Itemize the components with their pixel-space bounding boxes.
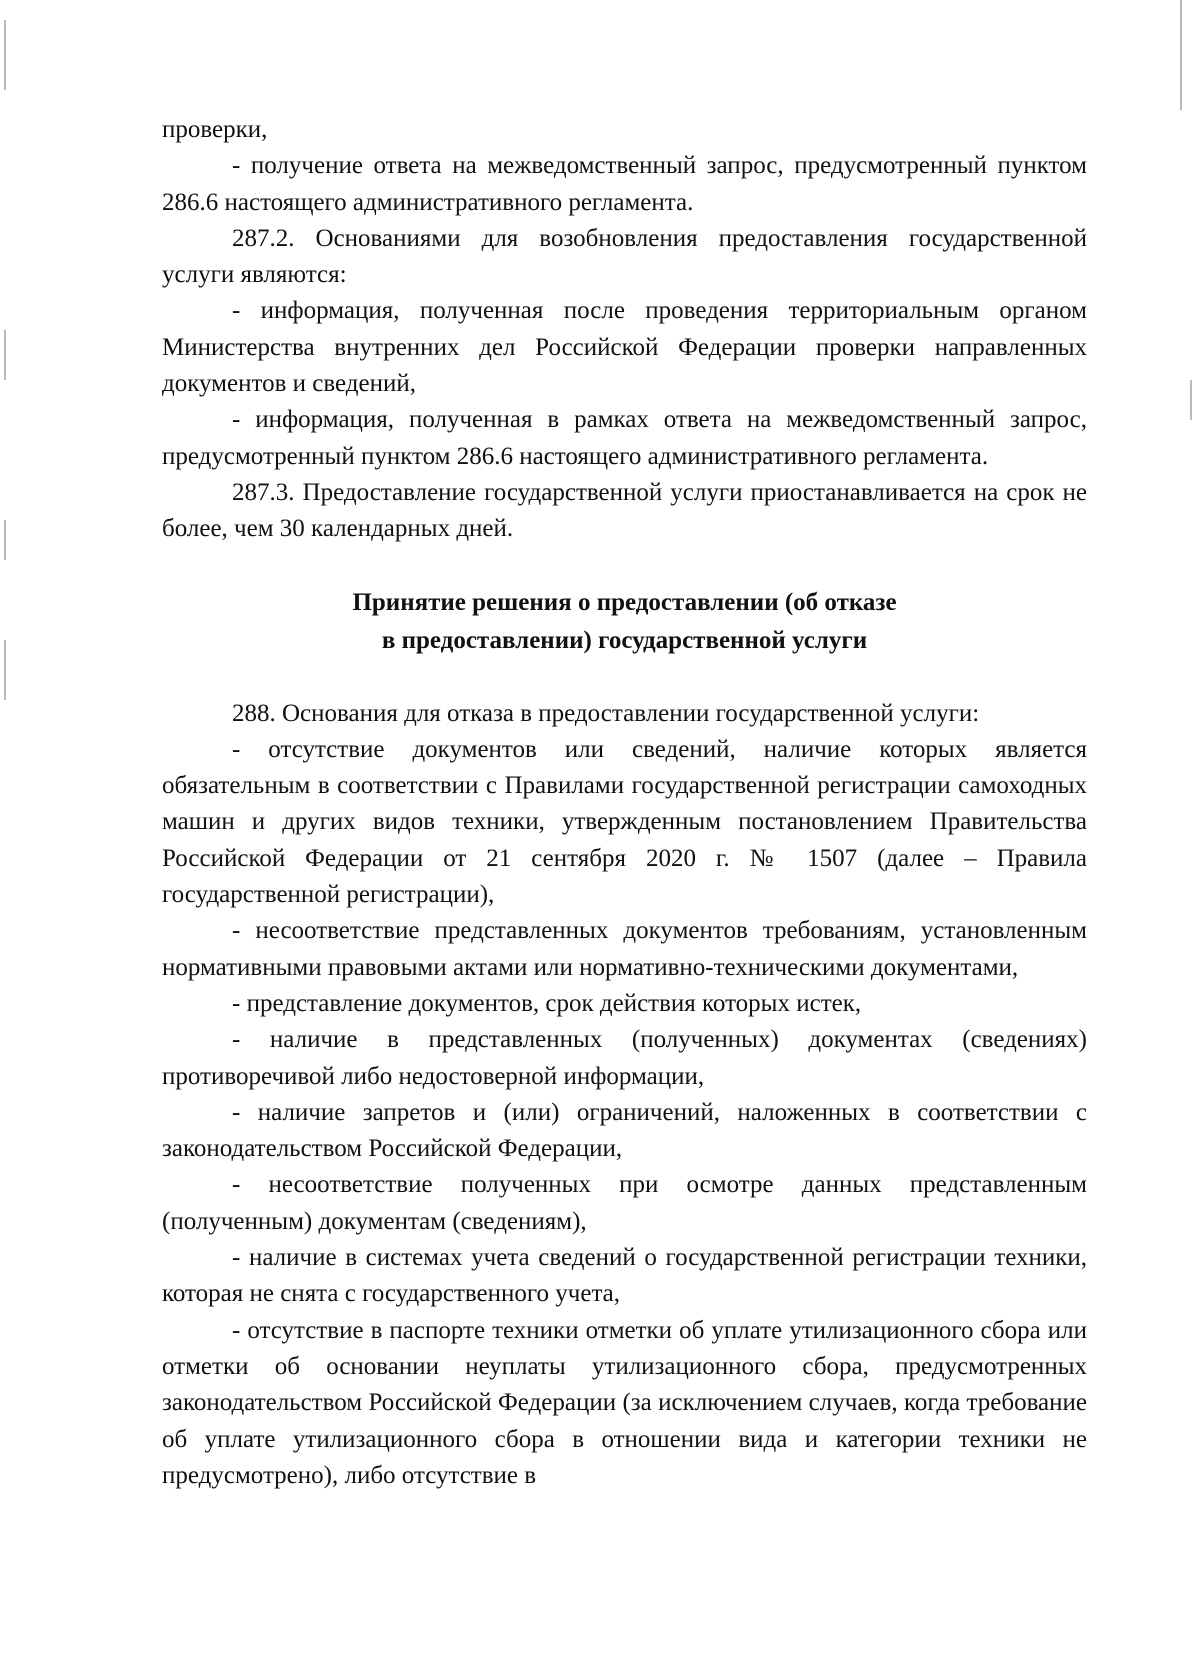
- paragraph: - представление документов, срок действия которых истек,: [232, 989, 862, 1017]
- paragraph: - наличие в представленных (полученных) документах (сведениях) противоречивой либо недостоверной информации,: [162, 1026, 1087, 1090]
- paragraph: - наличие запретов и (или) ограничений, наложенных в соответствии с законодательством Российской Федерации,: [162, 1098, 1087, 1163]
- section-heading-line-1: Принятие решения о предоставлении (об отказе: [352, 588, 897, 616]
- paragraph: - информация, полученная в рамках ответа на межведомственный запрос, предусмотренный пунктом 286.6 настоящего административного регламента.: [162, 406, 1087, 470]
- paragraph: - несоответствие представленных документов требованиям, установленным нормативными правовыми актами или нормативно-техническими документами,: [162, 917, 1087, 981]
- scan-edge-right-1: [1180, 0, 1182, 110]
- paragraph: - получение ответа на межведомственный запрос, предусмотренный пунктом 286.6 настоящего административного регламента.: [162, 152, 1087, 216]
- paragraph: 288. Основания для отказа в предоставлении государственной услуги:: [232, 699, 980, 727]
- paragraph: проверки,: [162, 116, 268, 143]
- scan-edge-left-2: [4, 330, 6, 380]
- scan-edge-left-3: [4, 520, 6, 560]
- section-heading: [162, 584, 1087, 660]
- paragraph: 287.3. Предоставление государственной услуги приостанавливается на срок не более, чем 30 календарных дней.: [162, 478, 1087, 543]
- document-body: [162, 112, 1087, 1494]
- paragraph: - отсутствие в паспорте техники отметки об уплате утилизационного сбора или отметки об основании неуплаты утилизационного сбора, предусмотренных законодательством Российской Федерации (за исключением случаев, когда требование об уплате утилизационного сбора в отношении вида и категории техники не предусмотрено), либо отсутствие в: [162, 1316, 1087, 1489]
- paragraph: - наличие в системах учета сведений о государственной регистрации техники, которая не снята с государственного учета,: [162, 1244, 1087, 1308]
- paragraph: - отсутствие документов или сведений, наличие которых является обязательным в соответствии с Правилами государственной регистрации самоходных машин и других видов техники, утвержденным постановлением Правительства Российской Федерации от 21 сентября 2020 г. № 1507 (далее – Правила государственной регистрации),: [162, 735, 1087, 909]
- paragraph: - несоответствие полученных при осмотре данных представленным (полученным) документам (сведениям),: [162, 1171, 1087, 1235]
- paragraph: - информация, полученная после проведения территориальным органом Министерства внутренних дел Российской Федерации проверки направленных документов и сведений,: [162, 297, 1087, 398]
- scan-edge-left-1: [4, 20, 6, 90]
- section-heading-line-2: в предоставлении) государственной услуги: [381, 626, 868, 654]
- paragraph: 287.2. Основаниями для возобновления предоставления государственной услуги являются:: [162, 224, 1087, 289]
- scan-edge-right-2: [1190, 380, 1192, 420]
- scan-edge-left-4: [4, 640, 6, 700]
